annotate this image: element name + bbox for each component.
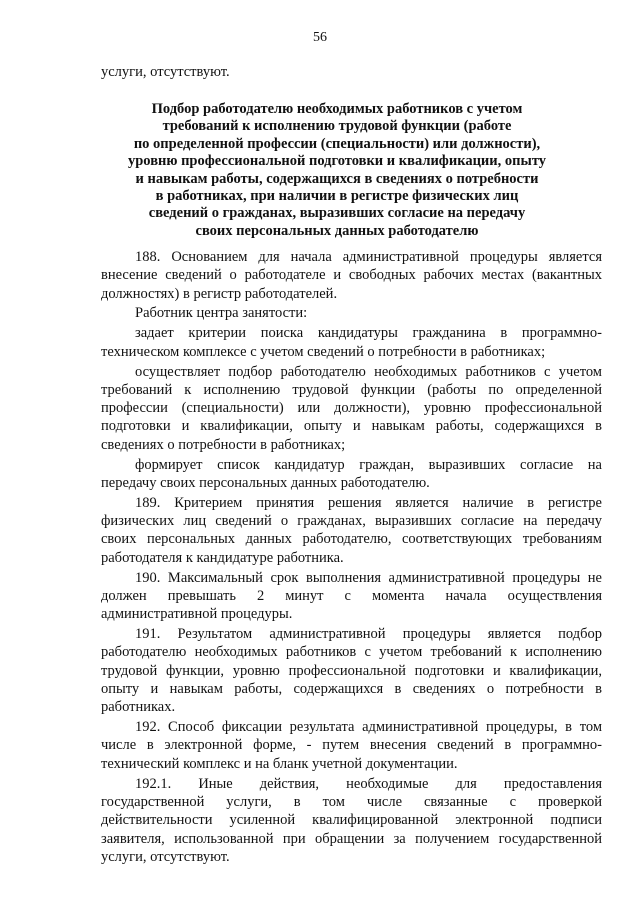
paragraph-line: подготовки и квалификации, опыту и навыкам работы, содержащихся в bbox=[101, 418, 602, 435]
section-heading bbox=[101, 101, 573, 240]
paragraph-line: работниках. bbox=[101, 699, 176, 716]
paragraph-line: профессии (специальности) или должности), уровню профессиональной bbox=[101, 400, 602, 417]
paragraph-line: работодателя к кандидатуре работника. bbox=[101, 549, 344, 566]
paragraph-line: опыту и навыкам работы, содержащихся в сведениях о потребности в bbox=[101, 680, 602, 697]
paragraph-line: 189. Критерием принятия решения является наличие в регистре bbox=[135, 494, 602, 511]
paragraph-line: техническом комплексе с учетом сведений о потребности в работниках; bbox=[101, 343, 546, 360]
paragraph-line: внесение сведений о работодателе и свободных рабочих местах (вакантных bbox=[101, 267, 602, 284]
paragraph-line: должен превышать 2 минут с момента начала осуществления bbox=[101, 587, 602, 604]
heading-line: уровню профессиональной подготовки и квалификации, опыту bbox=[127, 153, 546, 170]
paragraph-line: 190. Максимальный срок выполнения административной процедуры не bbox=[135, 569, 602, 586]
paragraph-line: своих персональных данных работодателю, соответствующих требованиям bbox=[101, 531, 602, 548]
paragraph-line: требований к исполнению трудовой функции (работы по определенной bbox=[101, 381, 602, 398]
paragraph-line: 188. Основанием для начала административной процедуры является bbox=[135, 249, 602, 265]
paragraph-line: заявителя, использованной при обращении за получением государственной bbox=[101, 830, 602, 847]
paragraph-line: физических лиц сведений о гражданах, выразивших согласие на передачу bbox=[101, 513, 602, 530]
paragraph-line: государственной услуги, в том числе связанные с проверкой bbox=[101, 793, 602, 810]
paragraph-line: 192.1. Иные действия, необходимые для предоставления bbox=[135, 775, 602, 792]
heading-line: и навыкам работы, содержащихся в сведениях о потребности bbox=[135, 170, 539, 187]
paragraph-line: передачу своих персональных данных работодателю. bbox=[101, 474, 430, 491]
paragraph-line: осуществляет подбор работодателю необходимых работников с учетом bbox=[135, 363, 602, 380]
paragraph-line: услуги, отсутствуют. bbox=[101, 848, 230, 865]
paragraph-line: числе в электронной форме, - путем внесения сведений в программно- bbox=[101, 737, 602, 754]
paragraph-line: 191. Результатом административной процедуры является подбор bbox=[135, 626, 602, 643]
paragraph-line: формирует список кандидатур граждан, выразивших согласие на bbox=[135, 456, 602, 473]
paragraph-line: технический комплекс и на бланк учетной документации. bbox=[101, 755, 458, 772]
paragraph-line: Работник центра занятости: bbox=[135, 305, 308, 322]
paragraph-line: административной процедуры. bbox=[101, 606, 293, 623]
heading-line: своих персональных данных работодателю bbox=[195, 222, 479, 239]
paragraph-line: трудовой функции, уровню профессиональной подготовки и квалификации, bbox=[101, 662, 602, 679]
paragraph-line: 192. Способ фиксации результата административной процедуры, в том bbox=[135, 719, 602, 736]
page-number: 56 bbox=[313, 30, 327, 45]
intro-line: услуги, отсутствуют. bbox=[101, 64, 230, 80]
heading-line: сведений о гражданах, выразивших согласие на передачу bbox=[148, 205, 526, 222]
heading-line: требований к исполнению трудовой функции (работе bbox=[162, 118, 512, 135]
paragraph-line: должностях) в регистр работодателей. bbox=[101, 285, 338, 302]
paragraph-line: сведениях о потребности в работниках; bbox=[101, 436, 346, 453]
paragraph-line: работодателю необходимых работников с учетом требований к исполнению bbox=[101, 644, 602, 661]
paragraph-line: действительности усиленной квалифицированной электронной подписи bbox=[101, 812, 602, 829]
heading-line: Подбор работодателю необходимых работников с учетом bbox=[151, 101, 523, 117]
heading-line: по определенной профессии (специальности) или должности), bbox=[133, 135, 541, 152]
body-text bbox=[101, 248, 602, 866]
paragraph-line: задает критерии поиска кандидатуры гражданина в программно- bbox=[135, 325, 602, 342]
heading-line: в работниках, при наличии в регистре физических лиц bbox=[155, 188, 519, 205]
